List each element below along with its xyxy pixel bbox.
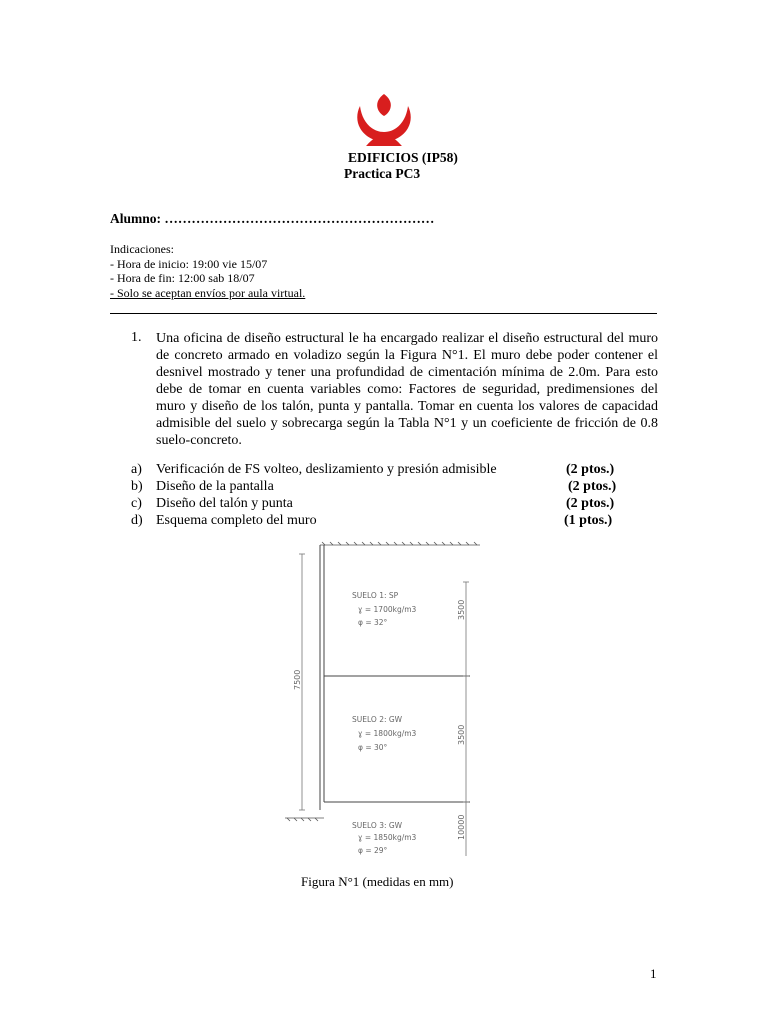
- question-text: Una oficina de diseño estructural le ha encargado realizar el diseño estructural del muro de concreto armado en voladizo según la Figura N°1. El muro debe poder contener el desnivel mostrado y tener una profundidad de cimentación mínima de 2.0m. Para esto debe de tomar en cuenta variables como: Factores de seguridad, predimensiones del muro y diseño de los talón, punta y pantalla. Tomar en cuenta los valores de capacidad admisible del suelo y sobrecarga según la Tabla N°1 y un coeficiente de fricción de 0.8 suelo-concreto.: [156, 331, 658, 448]
- flame-logo-icon: [348, 92, 420, 148]
- option-text: Verificación de FS volteo, deslizamiento y presión admisible: [156, 462, 497, 477]
- wall-soil-figure: [280, 540, 490, 860]
- instructions-block: [110, 242, 305, 300]
- option-points: (2 ptos.): [566, 462, 615, 477]
- ground-hatch-top: [320, 542, 480, 545]
- option-text: Esquema completo del muro: [156, 513, 317, 528]
- course-title: EDIFICIOS (IP58): [348, 150, 458, 165]
- student-label: Alumno:: [110, 211, 162, 226]
- option-letter: c): [131, 496, 142, 511]
- student-blank: ……………………………………………………: [164, 211, 435, 226]
- retaining-wall: [320, 545, 470, 810]
- option-points: (1 ptos.): [564, 513, 613, 528]
- option-item: [131, 496, 293, 512]
- dim-layer1-label: 3500: [457, 599, 466, 620]
- option-letter: d): [131, 513, 143, 528]
- option-text: Diseño del talón y punta: [156, 496, 293, 511]
- soil2-gamma: ɣ = 1800kg/m3: [358, 729, 417, 738]
- option-letter: b): [131, 479, 143, 494]
- university-logo: [348, 92, 420, 148]
- instruction-line: - Solo se aceptan envíos por aula virtual.: [110, 285, 306, 300]
- soil3-gamma: ɣ = 1850kg/m3: [358, 833, 417, 842]
- soil2-phi: φ = 30°: [358, 743, 388, 752]
- page-number: 1: [650, 966, 657, 981]
- ground-hatch-bottom: [285, 818, 324, 821]
- soil1-gamma: ɣ = 1700kg/m3: [358, 605, 417, 614]
- option-item: [131, 462, 497, 478]
- option-item: [131, 513, 317, 529]
- figure-caption: Figura N°1 (medidas en mm): [301, 874, 454, 889]
- instruction-line: - Hora de fin: 12:00 sab 18/07: [110, 271, 255, 285]
- question-number: 1.: [131, 330, 142, 345]
- soil2-name: SUELO 2: GW: [352, 715, 403, 724]
- option-points: (2 ptos.): [566, 496, 615, 511]
- student-name-line: [110, 211, 434, 227]
- option-text: Diseño de la pantalla: [156, 479, 274, 494]
- soil3-name: SUELO 3: GW: [352, 821, 403, 830]
- separator-line: [110, 313, 657, 314]
- exam-subtitle: Practica PC3: [344, 166, 421, 181]
- soil1-name: SUELO 1: SP: [352, 591, 399, 600]
- dim-total-label: 7500: [293, 669, 302, 690]
- option-letter: a): [131, 462, 142, 477]
- option-item: [131, 479, 274, 495]
- dim-layer2-label: 3500: [457, 724, 466, 745]
- instruction-line: - Hora de inicio: 19:00 vie 15/07: [110, 256, 268, 271]
- dim-layer3-label: 10000: [457, 814, 466, 840]
- soil1-phi: φ = 32°: [358, 618, 388, 627]
- option-points: (2 ptos.): [568, 479, 617, 494]
- instructions-heading: Indicaciones:: [110, 242, 174, 256]
- soil3-phi: φ = 29°: [358, 846, 388, 855]
